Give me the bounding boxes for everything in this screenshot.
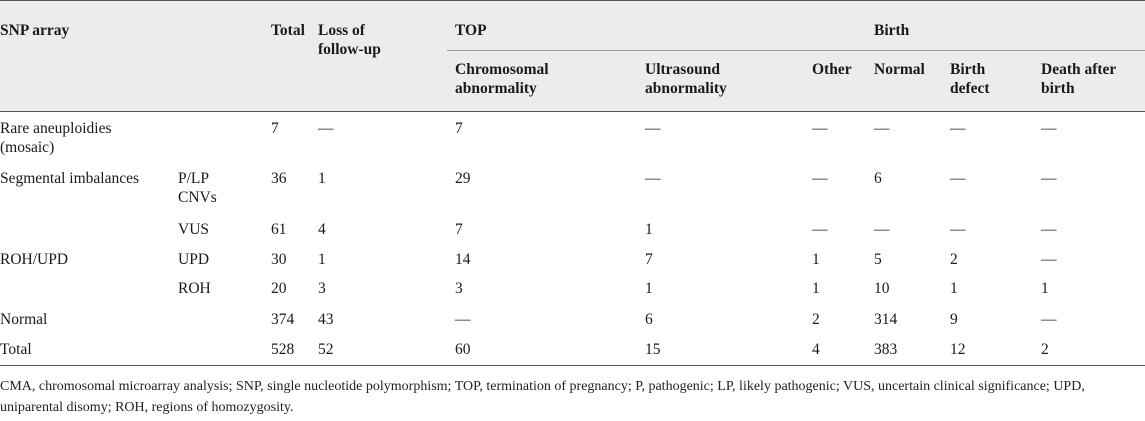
cell-normal: 383 — [874, 341, 898, 358]
cell-total: 374 — [271, 311, 295, 328]
cell-loss: 52 — [318, 341, 334, 358]
cell-other: 1 — [812, 280, 820, 297]
header-snp-array: SNP array — [0, 22, 70, 39]
cell-loss: 43 — [318, 311, 334, 328]
cell-death: — — [1041, 120, 1057, 137]
cell-sub1: VUS — [178, 221, 210, 238]
header-loss-line2: follow-up — [318, 41, 381, 58]
cell-loss: 3 — [318, 280, 326, 297]
cell-death: — — [1041, 221, 1057, 238]
cell-total: 7 — [271, 120, 279, 137]
cell-cat1: Segmental imbalances — [0, 170, 140, 187]
cell-total: 36 — [271, 170, 287, 187]
cell-ultra: 6 — [645, 311, 653, 328]
cell-normal: 5 — [874, 251, 882, 268]
cell-total: 20 — [271, 280, 287, 297]
header-ultrasound-line2: abnormality — [645, 80, 727, 97]
cell-normal: 6 — [874, 170, 882, 187]
cell-chrom: — — [455, 311, 471, 328]
cell-defect: — — [950, 120, 966, 137]
cell-total: 528 — [271, 341, 295, 358]
cell-normal: — — [874, 221, 890, 238]
header-chromosomal-line2: abnormality — [455, 80, 537, 97]
header-death-line1: Death after — [1041, 61, 1117, 78]
cell-death: — — [1041, 170, 1057, 187]
birth-group-rule — [806, 50, 1145, 51]
cell-normal: — — [874, 120, 890, 137]
cell-sub2: CNVs — [178, 189, 217, 206]
header-ultrasound-line1: Ultrasound — [645, 61, 720, 78]
cell-ultra: 15 — [645, 341, 661, 358]
header-birth: Birth — [874, 22, 910, 39]
cell-chrom: 7 — [455, 120, 463, 137]
cell-cat1: Normal — [0, 311, 48, 328]
cell-normal: 314 — [874, 311, 898, 328]
cell-chrom: 3 — [455, 280, 463, 297]
cell-defect: — — [950, 221, 966, 238]
cell-death: 2 — [1041, 341, 1049, 358]
cell-chrom: 7 — [455, 221, 463, 238]
cell-other: 4 — [812, 341, 820, 358]
cell-chrom: 14 — [455, 251, 471, 268]
header-birth-defect-line2: defect — [950, 80, 990, 97]
cell-cat1: Rare aneuploidies — [0, 120, 112, 137]
cell-defect: 9 — [950, 311, 958, 328]
table-footnote: CMA, chromosomal microarray analysis; SNP, single nucleotide polymorphism; TOP, termination of pregnancy; P, pathogenic; LP, likely pathogenic; VUS, uncertain clinical significance; UPD, uniparental disomy; ROH, regions of homozygosity. — [0, 379, 1085, 415]
cell-defect: 1 — [950, 280, 958, 297]
cell-ultra: — — [645, 120, 661, 137]
header-chromosomal-line1: Chromosomal — [455, 61, 549, 78]
cell-chrom: 29 — [455, 170, 471, 187]
cell-sub1: ROH — [178, 280, 211, 297]
cell-cat1: ROH/UPD — [0, 251, 69, 268]
table-top-rule — [0, 0, 1145, 1]
cell-other: — — [812, 221, 828, 238]
header-other: Other — [812, 61, 852, 78]
table-bottom-rule — [0, 365, 1145, 366]
cell-death: 1 — [1041, 280, 1049, 297]
header-bottom-rule — [0, 111, 1145, 112]
cell-loss: — — [318, 120, 334, 137]
header-top: TOP — [455, 22, 487, 39]
cell-other: — — [812, 120, 828, 137]
cell-other: 2 — [812, 311, 820, 328]
cell-other: — — [812, 170, 828, 187]
cell-total: 61 — [271, 221, 287, 238]
top-group-rule — [447, 50, 806, 51]
cell-total: 30 — [271, 251, 287, 268]
header-loss-line1: Loss of — [318, 22, 365, 39]
cell-death: — — [1041, 251, 1057, 268]
cell-sub1: UPD — [178, 251, 210, 268]
cell-loss: 1 — [318, 251, 326, 268]
header-death-line2: birth — [1041, 80, 1075, 97]
cell-death: — — [1041, 311, 1057, 328]
header-total: Total — [271, 22, 305, 39]
cell-defect: 12 — [950, 341, 966, 358]
cell-chrom: 60 — [455, 341, 471, 358]
cell-cat2: (mosaic) — [0, 139, 55, 156]
cell-ultra: 1 — [645, 280, 653, 297]
header-normal: Normal — [874, 61, 925, 78]
cell-sub1: P/LP — [178, 170, 210, 187]
cell-loss: 1 — [318, 170, 326, 187]
cell-defect: — — [950, 170, 966, 187]
cell-defect: 2 — [950, 251, 958, 268]
cell-normal: 10 — [874, 280, 890, 297]
cell-other: 1 — [812, 251, 820, 268]
cell-cat1: Total — [0, 341, 32, 358]
cell-ultra: — — [645, 170, 661, 187]
cell-ultra: 1 — [645, 221, 653, 238]
header-birth-defect-line1: Birth — [950, 61, 986, 78]
cell-loss: 4 — [318, 221, 326, 238]
cell-ultra: 7 — [645, 251, 653, 268]
